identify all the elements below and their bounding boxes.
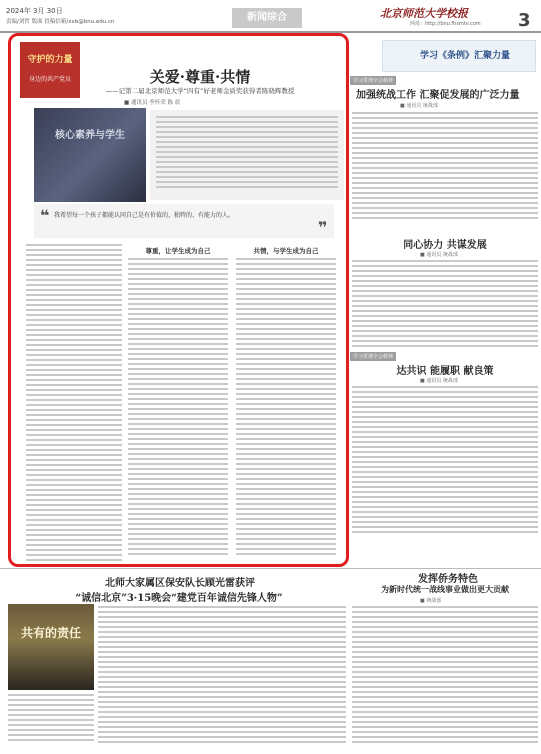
article-title: 关爱·尊重·共情 xyxy=(149,68,251,86)
section-head-1: 尊重，让学生成为自己 xyxy=(145,247,211,255)
study-logo-text: 学习《条例》汇聚力量 xyxy=(420,51,511,61)
article1-title: 加强统战工作 汇聚促发展的广泛力量 xyxy=(356,90,520,101)
highlight-frame xyxy=(8,33,349,567)
article1-byline: ■ 通讯员 统战部 xyxy=(400,103,438,109)
bottom-photo-note xyxy=(8,694,94,750)
paper-name: 北京师范大学校报 xyxy=(380,7,468,20)
article-byline: ■ 通讯员 李怀荣 陈 晨 xyxy=(124,100,181,106)
banner-title: 守护的力量 xyxy=(27,55,73,65)
article4-title: 发挥侨务特色 xyxy=(418,574,478,585)
photo-caption: 核心素养与学生 xyxy=(55,130,125,141)
banner-subtitle: 身边的共产党员 xyxy=(28,76,71,83)
quote-text: 我希望每一个孩子都能认同自己是有价值的、独特的、有能力的人。 xyxy=(54,212,235,219)
bottom-photo xyxy=(8,604,94,690)
editor-line: 责编/刘哲 版面 投稿信箱/xxb@bnu.edu.cn xyxy=(6,19,115,25)
article2-byline: ■ 通讯员 统战部 xyxy=(420,252,458,258)
page-number: 3 xyxy=(518,10,531,31)
section-head-3: 共情，与学生成为自己 xyxy=(253,247,319,255)
article2-title: 同心协力 共谋发展 xyxy=(403,240,487,251)
article3-title: 达共识 能履职 献良策 xyxy=(396,366,494,377)
article3-body xyxy=(352,386,538,536)
issue-date: 2024年 3月 30日 xyxy=(6,7,63,15)
article4-byline: ■ 统战部 xyxy=(420,598,442,604)
article1-body xyxy=(352,112,538,222)
bottom-title-2: “诚信北京”3·15晚会“建党百年诚信先锋人物” xyxy=(75,593,283,604)
article2-body xyxy=(352,260,538,350)
article3-tag: 学习贯彻全会精神 xyxy=(350,352,396,361)
article-subtitle: ——记第二届北京师范大学“四有”好老师金质奖获得者陈晓辉教授 xyxy=(105,87,295,95)
article4-subtitle: 为新时代统一战线事业做出更大贡献 xyxy=(381,584,509,594)
section-label: 新闻综合 xyxy=(232,8,302,28)
bottom-title-1: 北师大家属区保安队长顾光雷获评 xyxy=(105,578,255,589)
article1-tag: 学习贯彻全会精神 xyxy=(350,76,396,85)
open-quote-icon: ❝ xyxy=(40,206,50,225)
bottom-divider xyxy=(0,568,541,569)
article4-body xyxy=(352,606,538,750)
paper-url: 网址：http://bnu.fhsmtv.com xyxy=(410,21,481,27)
article3-byline: ■ 通讯员 统战部 xyxy=(420,378,458,384)
close-quote-icon: ❞ xyxy=(318,218,328,237)
bottom-body xyxy=(98,606,346,750)
bottom-photo-caption: 共有的责任 xyxy=(20,626,81,640)
